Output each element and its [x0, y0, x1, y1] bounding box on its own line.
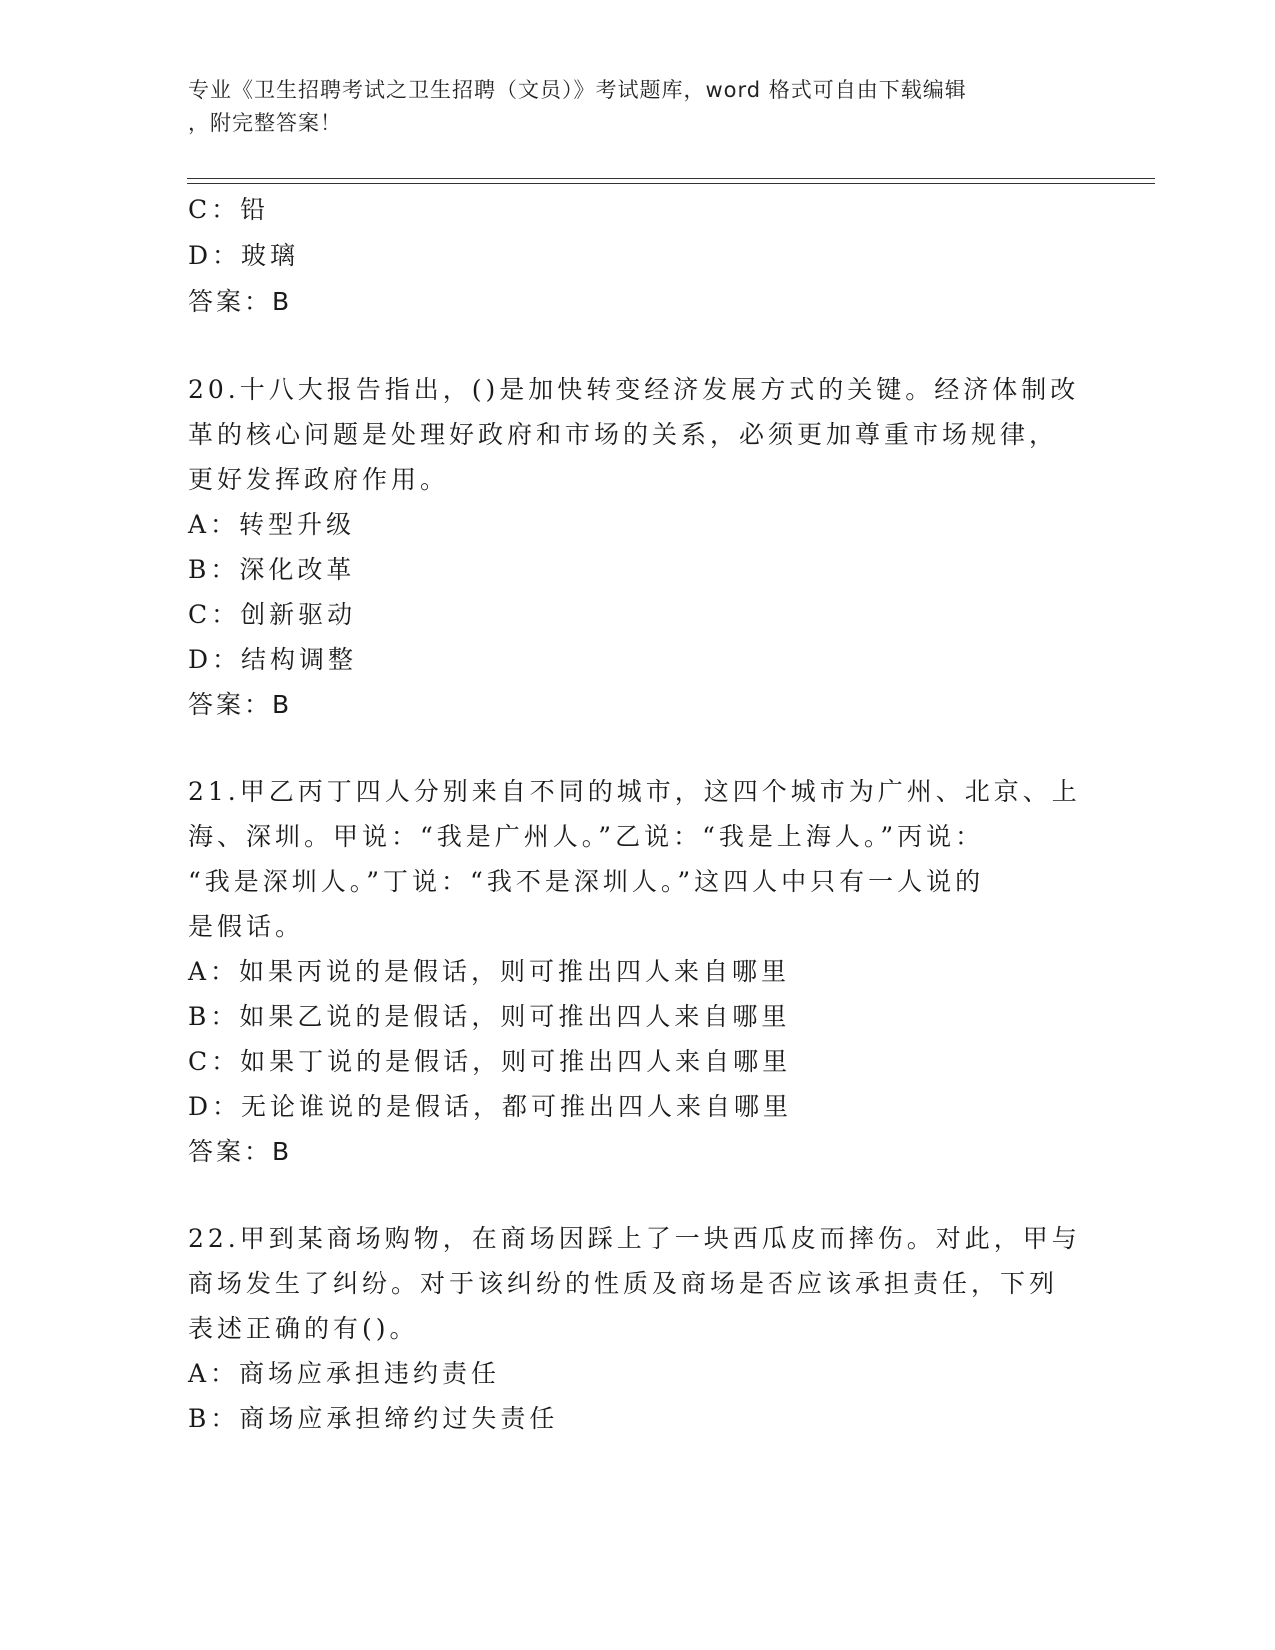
- question-stem-line: 更好发挥政府作用。: [188, 465, 450, 494]
- option-c: C：如果丁说的是假话，则可推出四人来自哪里: [188, 1047, 792, 1076]
- question-21: [188, 769, 1088, 1174]
- question-20: [188, 367, 1088, 727]
- option-d: D：无论谁说的是假话，都可推出四人来自哪里: [188, 1092, 793, 1121]
- question-stem-line: 海、深圳。甲说：“我是广州人。”乙说：“我是上海人。”丙说：: [188, 822, 985, 851]
- option-b: B：商场应承担缔约过失责任: [188, 1404, 559, 1433]
- header-divider-top: [187, 178, 1155, 179]
- header-line-2: ，附完整答案！: [188, 111, 342, 135]
- question-stem-line: 表述正确的有()。: [188, 1314, 419, 1343]
- option-d: D：玻璃: [188, 241, 300, 270]
- option-c: C：铅: [188, 195, 270, 224]
- option-c: C：创新驱动: [188, 600, 357, 629]
- option-d: D：结构调整: [188, 645, 358, 674]
- header-divider-bottom: [187, 183, 1155, 184]
- prev-question-tail: [188, 187, 1088, 325]
- option-b: B：如果乙说的是假话，则可推出四人来自哪里: [188, 1002, 791, 1031]
- answer: 答案：B: [188, 1137, 293, 1166]
- document-header: [188, 74, 1068, 140]
- question-stem-line: 20.十八大报告指出，()是加快转变经济发展方式的关键。经济体制改: [188, 375, 1080, 404]
- question-stem-line: “我是深圳人。”丁说：“我不是深圳人。”这四人中只有一人说的: [188, 867, 985, 896]
- question-stem-line: 22.甲到某商场购物，在商场因踩上了一块西瓜皮而摔伤。对此，甲与: [188, 1224, 1081, 1253]
- option-a: A：商场应承担违约责任: [188, 1359, 501, 1388]
- answer: 答案：B: [188, 690, 293, 719]
- option-a: A：如果丙说的是假话，则可推出四人来自哪里: [188, 957, 791, 986]
- question-stem-line: 21.甲乙丙丁四人分别来自不同的城市，这四个城市为广州、北京、上: [188, 777, 1081, 806]
- question-stem-line: 商场发生了纠纷。对于该纠纷的性质及商场是否应该承担责任，下列: [188, 1269, 1059, 1298]
- question-stem-line: 是假话。: [188, 912, 305, 941]
- answer: 答案：B: [188, 287, 293, 316]
- option-a: A：转型升级: [188, 510, 356, 539]
- question-22: [188, 1216, 1088, 1441]
- option-b: B：深化改革: [188, 555, 356, 584]
- question-stem-line: 革的核心问题是处理好政府和市场的关系，必须更加尊重市场规律，: [188, 420, 1059, 449]
- question-content: [188, 187, 1088, 1441]
- header-line-1: 专业《卫生招聘考试之卫生招聘（文员）》考试题库，word 格式可自由下载编辑: [188, 78, 967, 102]
